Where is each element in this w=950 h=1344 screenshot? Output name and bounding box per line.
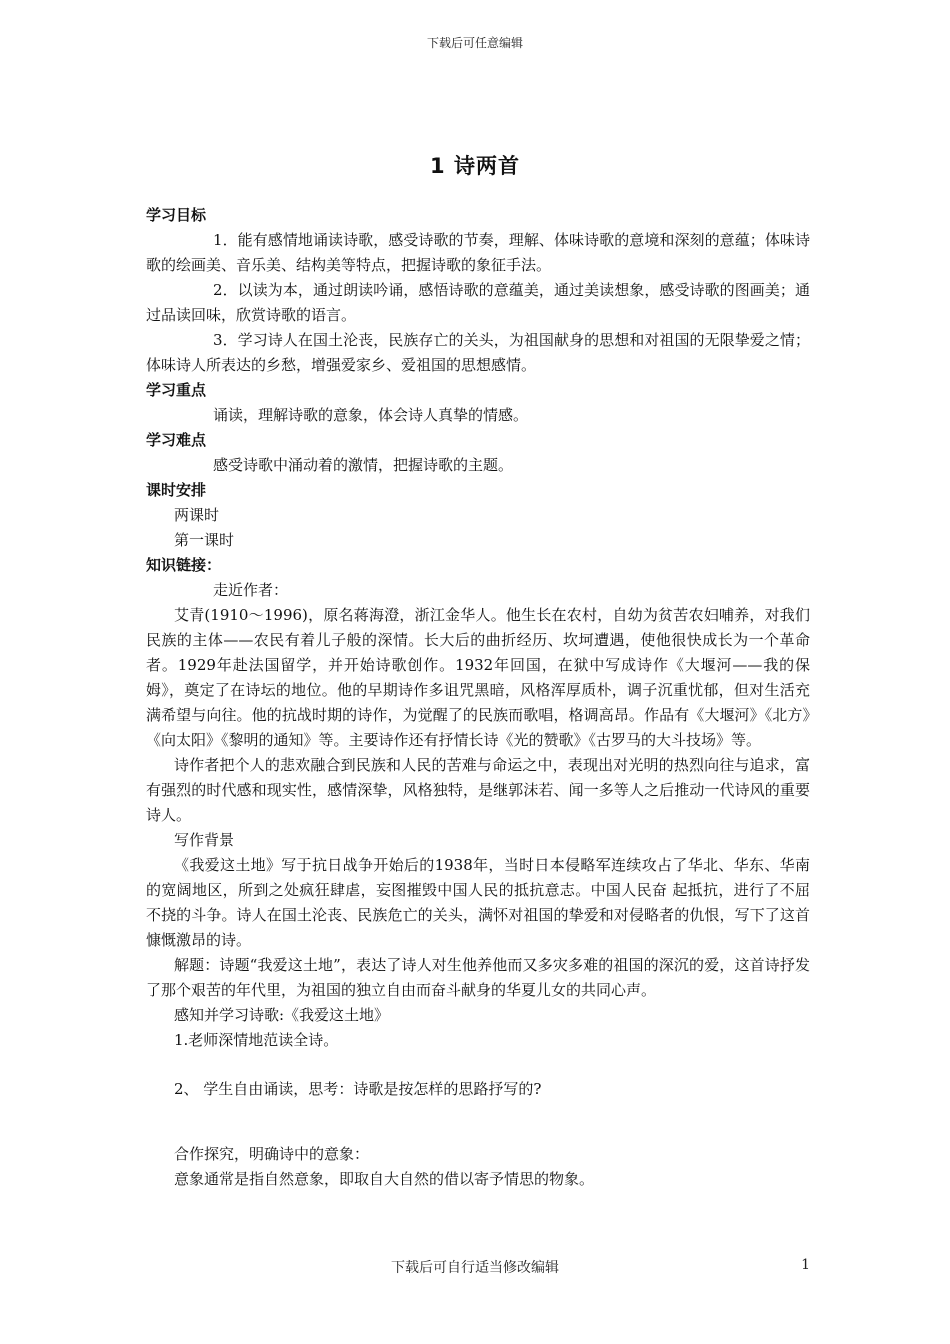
perceive-line: 感知并学习诗歌:《我爱这土地》 [174,1006,390,1024]
goals-heading: 学习目标 [146,206,207,224]
title-explanation: 解题：诗题“我爱这土地”，表达了诗人对生他养他而又多灾多难的祖国的深沉的爱，这首诗抒发了那个艰苦的年代里，为祖国的独立自由而奋斗献身的华夏儿女的共同心声。 [146,956,810,999]
goal-2: 2．以读为本，通过朗读吟诵，感悟诗歌的意蕴美，通过美读想象，感受诗歌的图画美；通过品读回味，欣赏诗歌的语言。 [146,281,810,324]
background-text: 《我爱这土地》写于抗日战争开始后的1938年，当时日本侵略军连续攻占了华北、华东、华南的宽阔地区，所到之处疯狂肆虐，妄图摧毁中国人民的抵抗意志。中国人民奋 起抵抗，进行了不屈不挠的斗争。诗人在国土沦丧、民族危亡的关头，满怀对祖国的挚爱和对侵略者的仇恨，写下了这首慷慨激昂的诗。 [146,856,810,949]
knowledge-heading: 知识链接： [146,556,222,574]
page-number: 1 [801,1257,810,1273]
schedule-heading: 课时安排 [146,481,207,499]
goal-1: 1．能有感情地诵读诗歌，感受诗歌的节奏，理解、体味诗歌的意境和深刻的意蕴；体味诗歌的绘画美、音乐美、结构美等特点，把握诗歌的象征手法。 [146,231,810,274]
step-2: 2、 学生自由诵读，思考：诗歌是按怎样的思路抒写的? [174,1080,542,1098]
step-1: 1.老师深情地范读全诗。 [174,1031,339,1049]
focus-heading: 学习重点 [146,381,207,399]
author-intro-label: 走近作者： [213,581,289,599]
author-paragraph-2: 诗作者把个人的悲欢融合到民族和人民的苦难与命运之中，表现出对光明的热烈向往与追求，富有强烈的时代感和现实性，感情深挚，风格独特，是继郭沫若、闻一多等人之后推动一代诗风的重要诗人。 [146,756,810,824]
document-body [146,203,810,1192]
explore-line: 合作探究，明确诗中的意象： [174,1145,370,1163]
page-header: 下载后可任意编辑 [426,36,523,50]
difficulty-text: 感受诗歌中涌动着的激情，把握诗歌的主题。 [213,456,514,474]
focus-text: 诵读，理解诗歌的意象，体会诗人真挚的情感。 [213,406,529,424]
schedule-line-1: 两课时 [174,506,220,524]
imagery-line: 意象通常是指自然意象，即取自大自然的借以寄予情思的物象。 [174,1170,595,1188]
difficulty-heading: 学习难点 [146,431,207,449]
goal-3: 3．学习诗人在国土沦丧，民族存亡的关头，为祖国献身的思想和对祖国的无限挚爱之情；体味诗人所表达的乡愁，增强爱家乡、爱祖国的思想感情。 [146,331,810,374]
page-footer: 下载后可自行适当修改编辑 [391,1260,559,1276]
page-title: 1 诗两首 [430,154,520,178]
author-paragraph-1: 艾青(1910～1996)，原名蒋海澄，浙江金华人。他生长在农村，自幼为贫苦农妇哺养，对我们民族的主体——农民有着儿子般的深情。长大后的曲折经历、坎坷遭遇，使他很快成长为一个革命者。1929年赴法国留学，并开始诗歌创作。1932年回国，在狱中写成诗作《大堰河——我的保姆》，奠定了在诗坛的地位。他的早期诗作多诅咒黑暗，风格浑厚质朴，调子沉重忧郁，但对生活充满希望与向往。他的抗战时期的诗作，为觉醒了的民族而歌唱，格调高昂。作品有《大堰河》《北方》《向太阳》《黎明的通知》等。主要诗作还有抒情长诗《光的赞歌》《古罗马的大斗技场》等。 [146,606,810,749]
schedule-line-2: 第一课时 [174,531,235,549]
background-heading: 写作背景 [174,831,235,849]
